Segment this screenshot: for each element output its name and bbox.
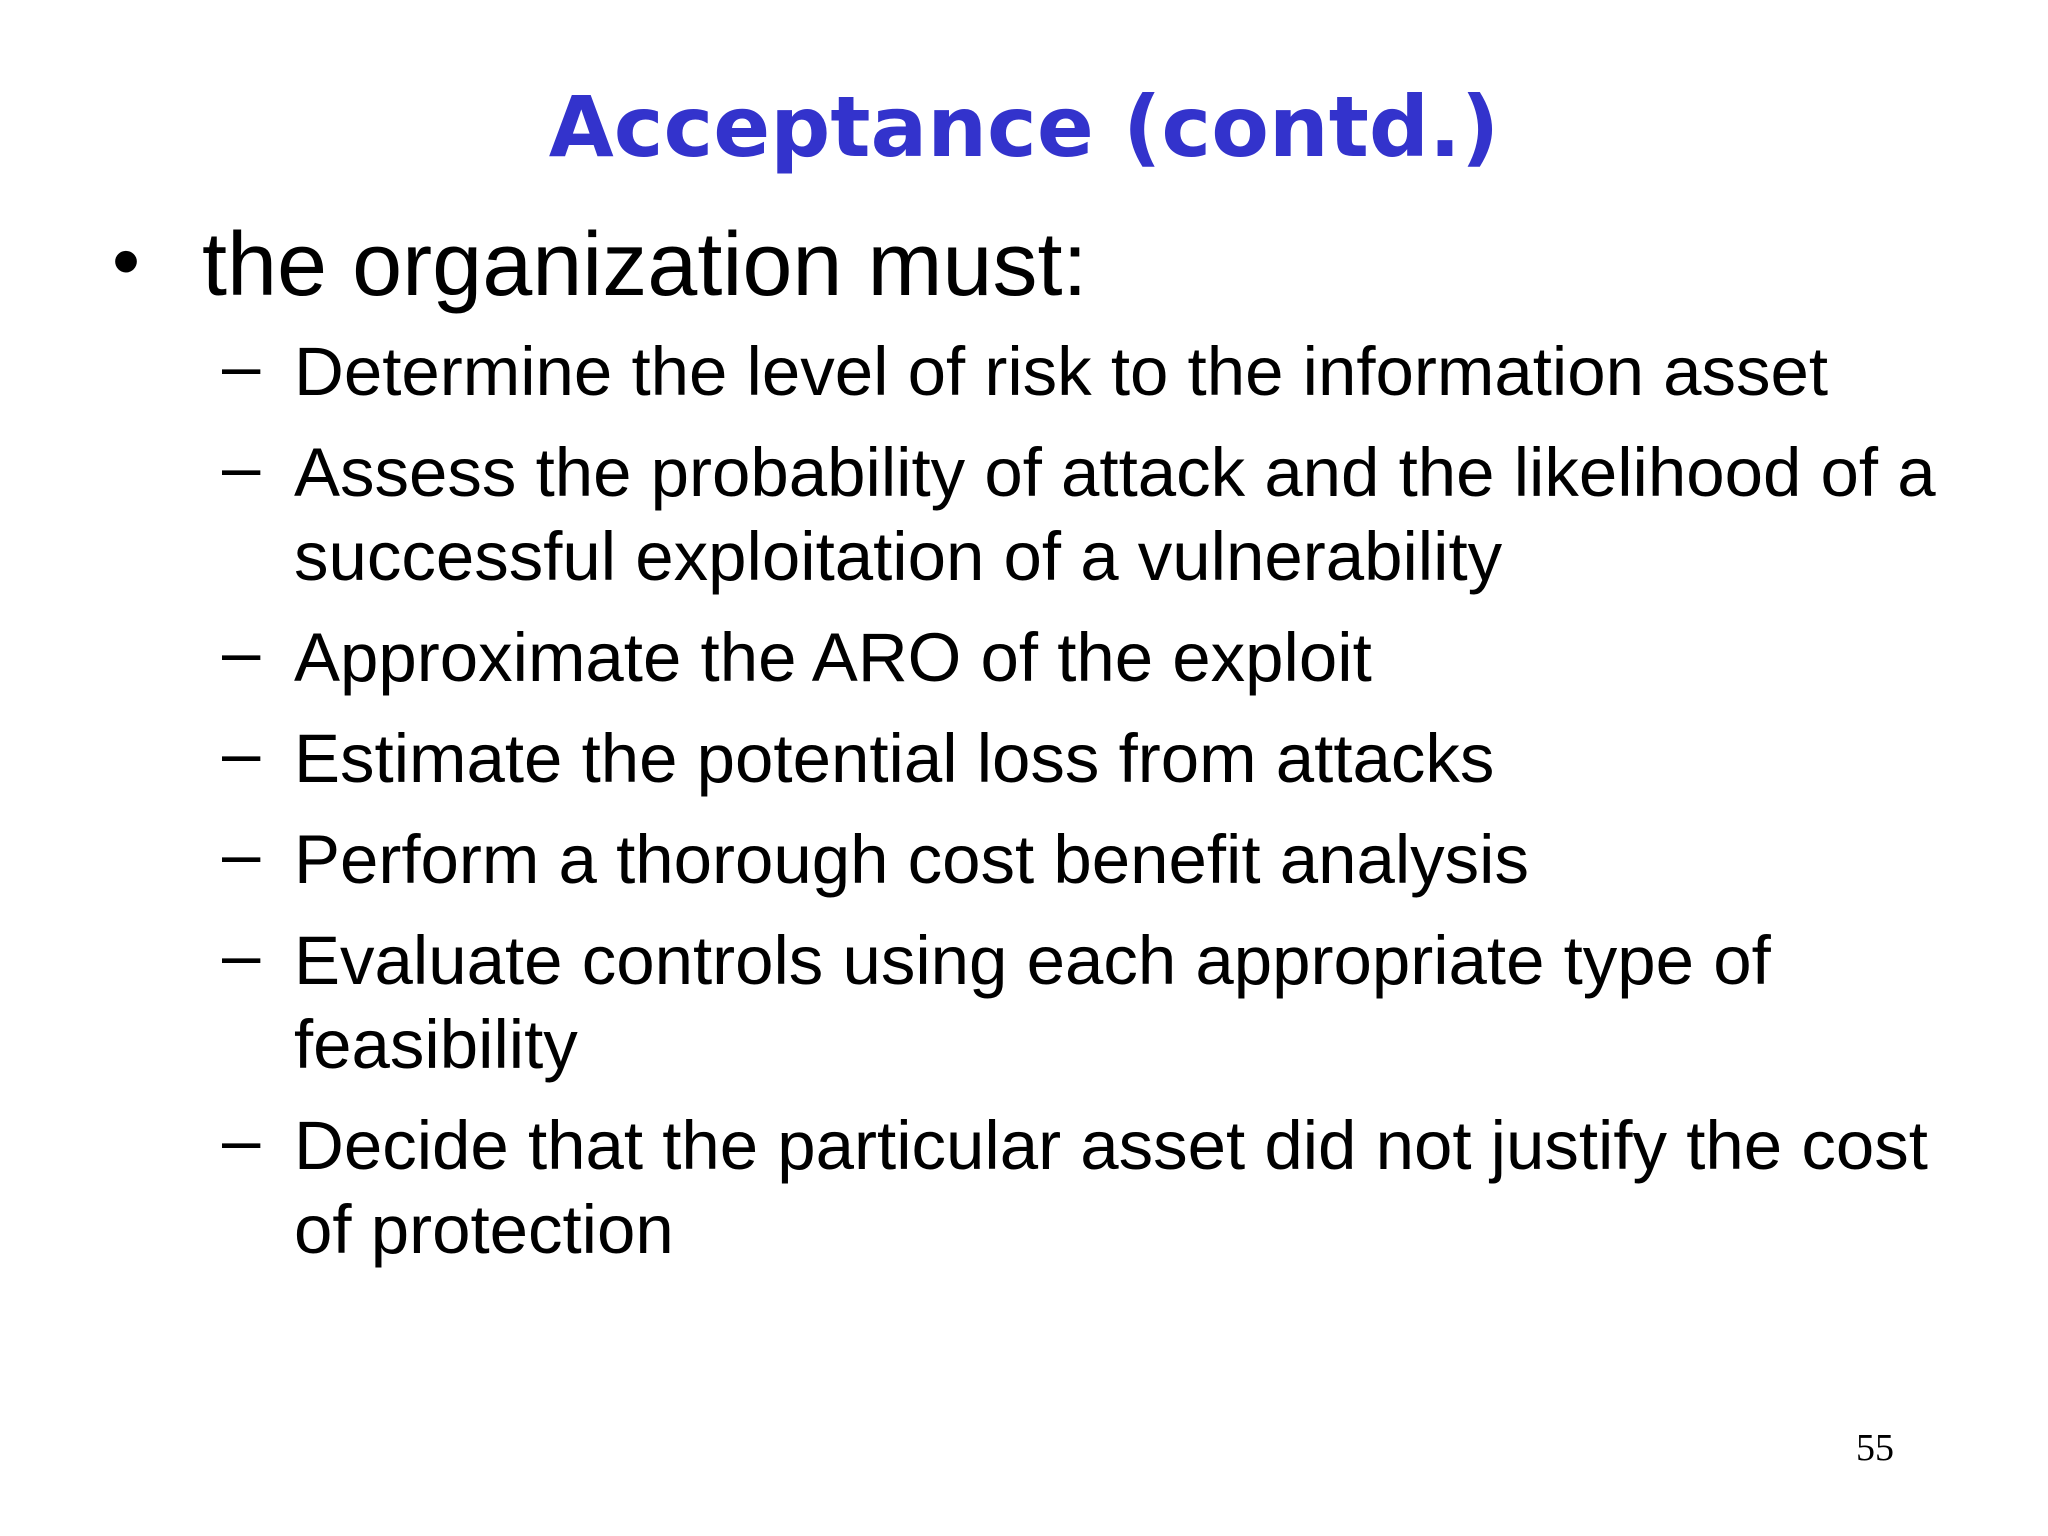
dash-icon: – bbox=[222, 428, 261, 505]
dash-icon: – bbox=[222, 613, 261, 690]
main-bullet-text: the organization must: bbox=[202, 215, 1088, 315]
sub-bullet-item bbox=[222, 613, 1982, 700]
sub-bullet-text: Assess the probability of attack and the likelihood of a successful exploitation of a vulnerability bbox=[294, 434, 1936, 595]
sub-bullet-text: Approximate the ARO of the exploit bbox=[294, 619, 1372, 696]
sub-bullet-text: Perform a thorough cost benefit analysis bbox=[294, 821, 1529, 898]
sub-bullet-text: Evaluate controls using each appropriate type of feasibility bbox=[294, 922, 1771, 1083]
dash-icon: – bbox=[222, 714, 261, 791]
sub-bullet-item bbox=[222, 1101, 1982, 1272]
sub-bullet-list bbox=[222, 327, 1982, 1289]
sub-bullet-text: Determine the level of risk to the information asset bbox=[294, 333, 1829, 410]
bullet-icon: • bbox=[112, 216, 141, 305]
dash-icon: – bbox=[222, 916, 261, 993]
dash-icon: – bbox=[222, 1101, 261, 1178]
sub-bullet-text: Estimate the potential loss from attacks bbox=[294, 720, 1495, 797]
sub-bullet-item bbox=[222, 916, 1982, 1087]
sub-bullet-item bbox=[222, 815, 1982, 902]
sub-bullet-item bbox=[222, 327, 1982, 414]
page-number: 55 bbox=[1856, 1427, 1894, 1469]
sub-bullet-text: Decide that the particular asset did not justify the cost of protection bbox=[294, 1107, 1928, 1268]
sub-bullet-item bbox=[222, 714, 1982, 801]
dash-icon: – bbox=[222, 327, 261, 404]
dash-icon: – bbox=[222, 815, 261, 892]
sub-bullet-item bbox=[222, 428, 1982, 599]
slide-title: Acceptance (contd.) bbox=[548, 78, 1500, 176]
